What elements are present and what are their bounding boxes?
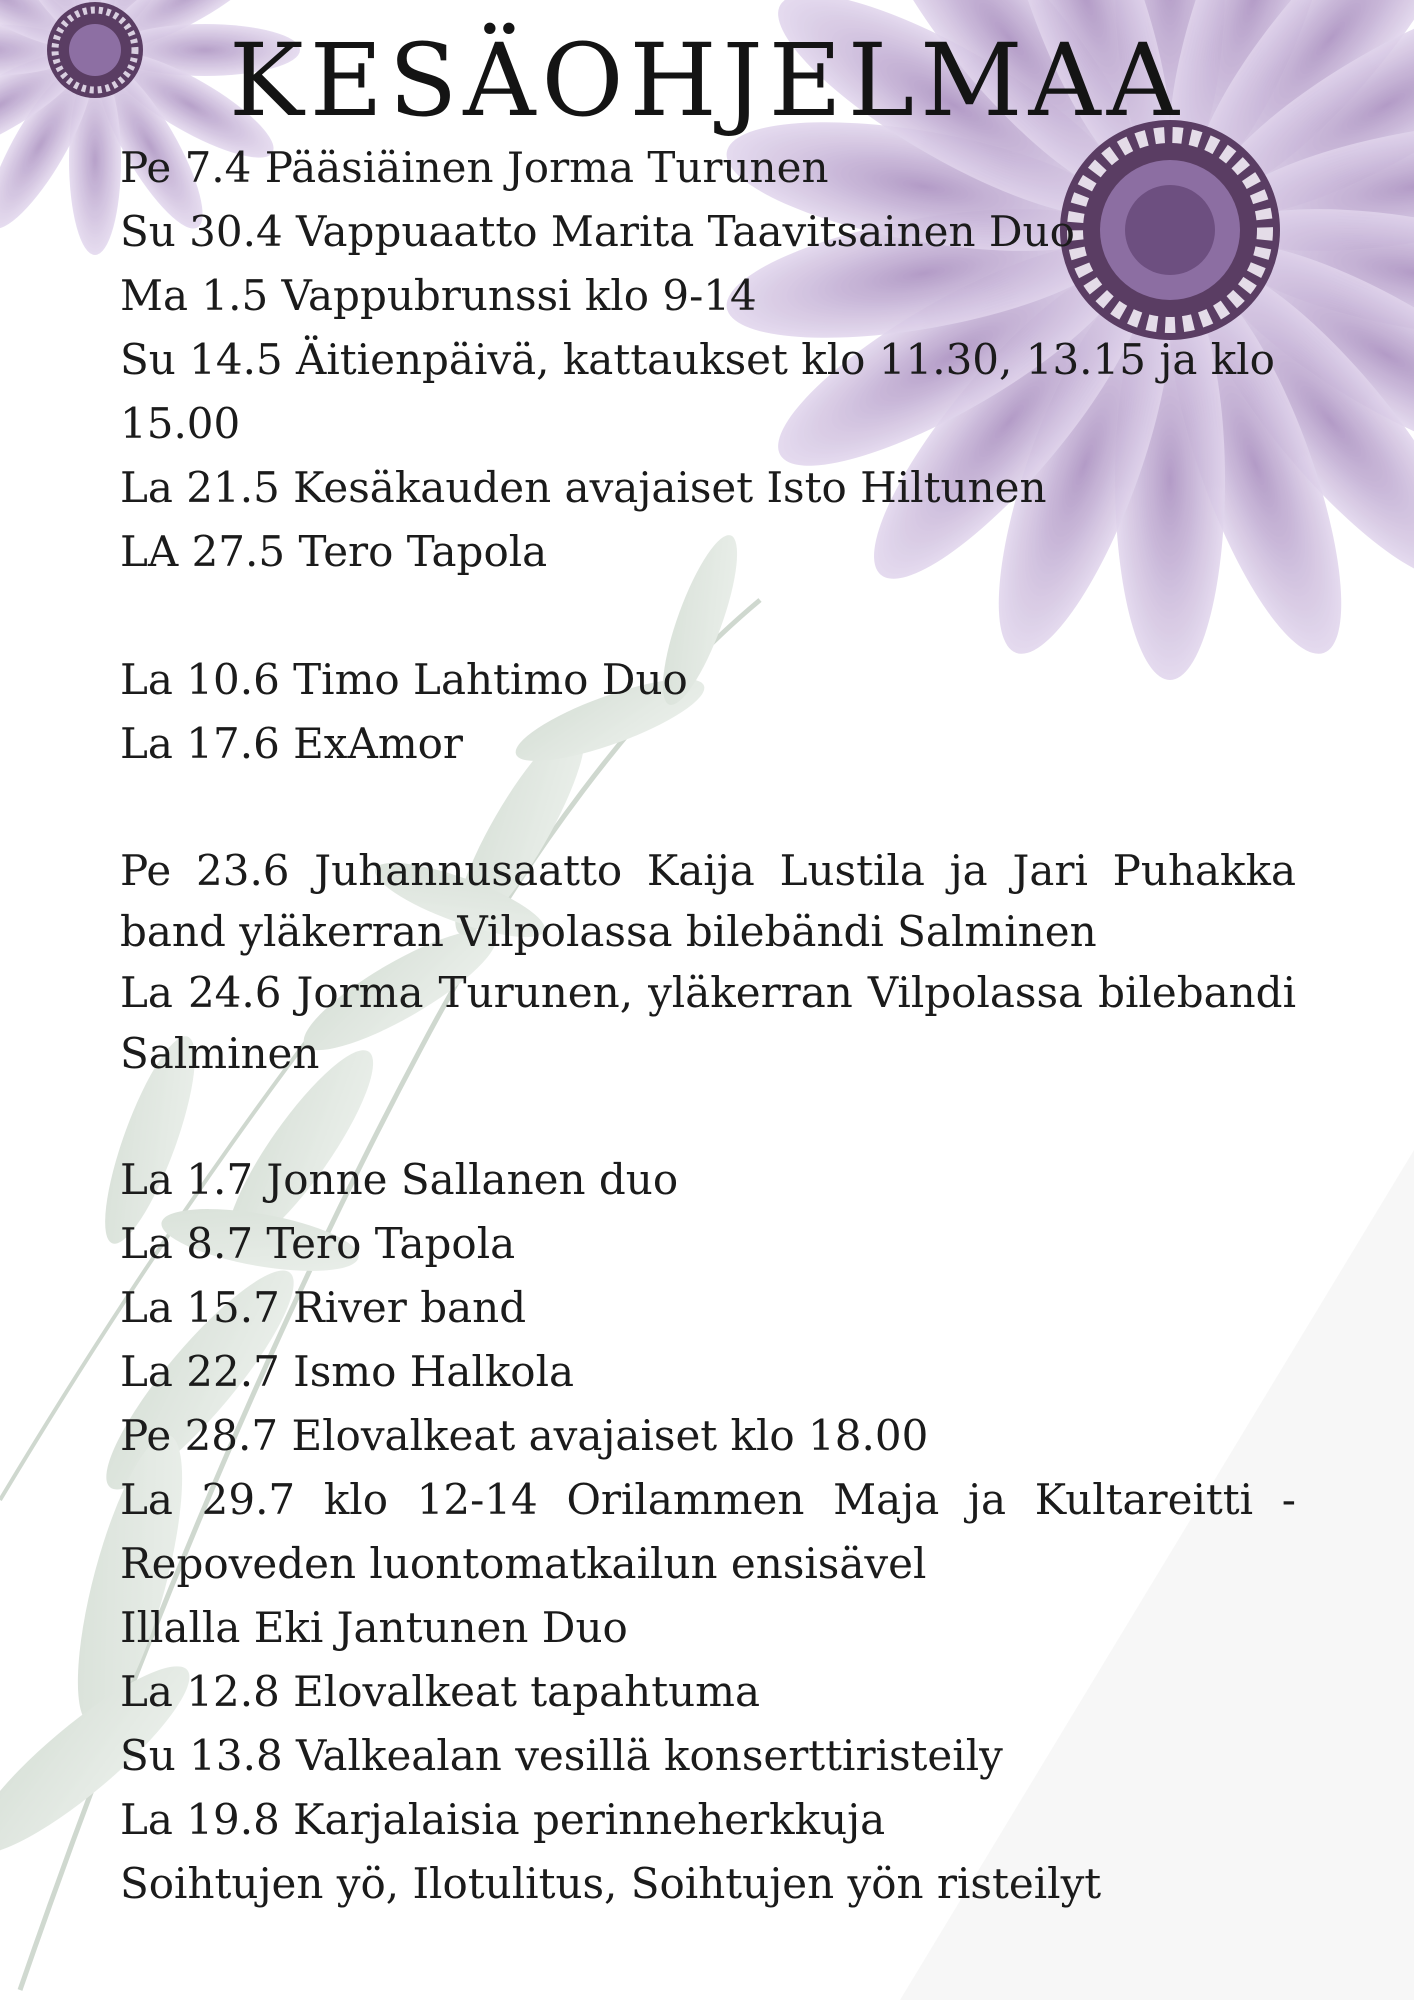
event-item: Su 14.5 Äitienpäivä, kattaukset klo 11.30, 13.15 ja klo 15.00 <box>120 335 1275 448</box>
event-item: Soihtujen yö, Ilotulitus, Soihtujen yön risteilyt <box>120 1859 1102 1908</box>
event-item: Pe 7.4 Pääsiäinen Jorma Turunen <box>120 143 829 192</box>
event-item: La 10.6 Timo Lahtimo Duo <box>120 655 688 704</box>
event-item: La 12.8 Elovalkeat tapahtuma <box>120 1667 760 1716</box>
event-item: La 21.5 Kesäkauden avajaiset Isto Hiltunen <box>120 463 1047 512</box>
event-schedule <box>120 136 1296 1916</box>
event-item: La 22.7 Ismo Halkola <box>120 1347 575 1396</box>
event-item: Pe 28.7 Elovalkeat avajaiset klo 18.00 <box>120 1411 929 1460</box>
event-item: La 17.6 ExAmor <box>120 719 464 768</box>
event-item: La 29.7 klo 12-14 Orilammen Maja ja Kultareitti - Repoveden luontomatkailun ensisävel <box>120 1475 1296 1588</box>
event-item: LA 27.5 Tero Tapola <box>120 527 548 576</box>
event-item: La 15.7 River band <box>120 1283 527 1332</box>
spacer <box>120 776 1296 840</box>
spacer <box>120 1084 1296 1148</box>
event-item: Su 13.8 Valkealan vesillä konserttiristeily <box>120 1731 1003 1780</box>
event-item: La 8.7 Tero Tapola <box>120 1219 516 1268</box>
page-title: KESÄOHJELMAA <box>229 22 1185 139</box>
event-item: La 24.6 Jorma Turunen, yläkerran Vilpolassa bilebandi Salminen <box>120 968 1296 1078</box>
event-item: Pe 23.6 Juhannusaatto Kaija Lustila ja Jari Puhakka band yläkerran Vilpolassa bilebändi Salminen <box>120 846 1296 956</box>
event-item: Ma 1.5 Vappubrunssi klo 9-14 <box>120 271 757 320</box>
event-item: La 19.8 Karjalaisia perinneherkkuja <box>120 1795 886 1844</box>
event-item: La 1.7 Jonne Sallanen duo <box>120 1155 679 1204</box>
event-item: Illalla Eki Jantunen Duo <box>120 1603 628 1652</box>
event-item: Su 30.4 Vappuaatto Marita Taavitsainen Duo <box>120 207 1075 256</box>
spacer <box>120 584 1296 648</box>
